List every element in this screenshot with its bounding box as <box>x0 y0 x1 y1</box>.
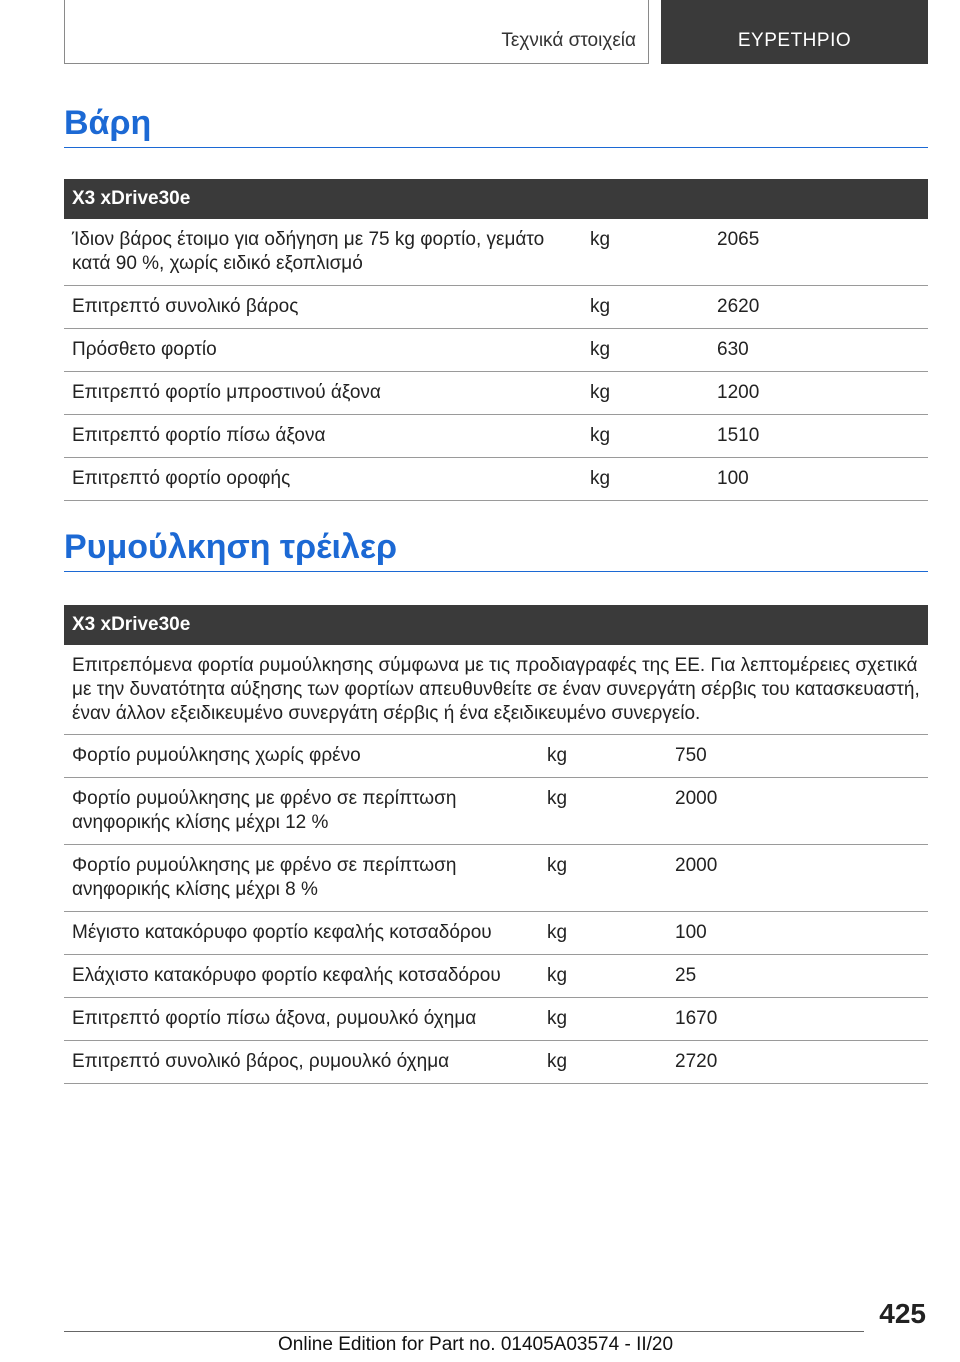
row-value: 2620 <box>709 286 928 329</box>
row-label: Φορτίο ρυμούλκησης χωρίς φρένο <box>64 735 539 778</box>
table-row <box>64 1041 928 1084</box>
row-unit: kg <box>539 735 667 778</box>
section-tab-technical-data[interactable] <box>64 0 649 64</box>
row-unit: kg <box>582 458 709 501</box>
trailer-title: Ρυμούλκηση τρέιλερ <box>64 528 928 572</box>
table-row <box>64 219 928 286</box>
row-unit: kg <box>582 219 709 286</box>
table-row <box>64 912 928 955</box>
row-unit: kg <box>539 778 667 845</box>
row-label: Φορτίο ρυμούλκησης με φρένο σε περίπτωση ανηφορικής κλίσης μέχρι 12 % <box>64 778 539 845</box>
row-unit: kg <box>539 845 667 912</box>
row-label: Επιτρεπτό φορτίο πίσω άξονα <box>64 415 582 458</box>
row-label: Μέγιστο κατακόρυφο φορτίο κεφαλής κοτσαδόρου <box>64 912 539 955</box>
weights-model-header: X3 xDrive30e <box>64 179 928 219</box>
trailer-model-header: X3 xDrive30e <box>64 605 928 645</box>
weights-table-header <box>64 179 928 219</box>
row-value: 1510 <box>709 415 928 458</box>
row-unit: kg <box>582 415 709 458</box>
row-value: 2065 <box>709 219 928 286</box>
row-unit: kg <box>539 998 667 1041</box>
row-label: Πρόσθετο φορτίο <box>64 329 582 372</box>
table-row <box>64 458 928 501</box>
row-value: 630 <box>709 329 928 372</box>
row-value: 2000 <box>667 778 928 845</box>
row-unit: kg <box>582 286 709 329</box>
table-row <box>64 286 928 329</box>
row-value: 2720 <box>667 1041 928 1084</box>
table-row <box>64 778 928 845</box>
table-row <box>64 329 928 372</box>
row-label: Φορτίο ρυμούλκησης με φρένο σε περίπτωση ανηφορικής κλίσης μέχρι 8 % <box>64 845 539 912</box>
row-label: Ίδιον βάρος έτοιμο για οδήγηση με 75 kg φορτίο, γεμάτο κατά 90 %, χωρίς ειδικό εξοπλισμό <box>64 219 582 286</box>
trailer-table <box>64 605 928 1084</box>
row-label: Επιτρεπτό φορτίο μπροστινού άξονα <box>64 372 582 415</box>
row-unit: kg <box>539 912 667 955</box>
row-unit: kg <box>539 1041 667 1084</box>
trailer-note-row <box>64 645 928 735</box>
table-row <box>64 845 928 912</box>
row-value: 100 <box>667 912 928 955</box>
table-row <box>64 415 928 458</box>
row-value: 1200 <box>709 372 928 415</box>
row-value: 1670 <box>667 998 928 1041</box>
weights-table <box>64 179 928 501</box>
row-label: Επιτρεπτό συνολικό βάρος, ρυμουλκό όχημα <box>64 1041 539 1084</box>
row-unit: kg <box>582 329 709 372</box>
section-tab-label: Τεχνικά στοιχεία <box>501 30 636 51</box>
table-row <box>64 955 928 998</box>
table-row <box>64 372 928 415</box>
index-tab-label: ΕΥΡΕΤΗΡΙΟ <box>737 30 852 51</box>
trailer-note: Επιτρεπόμενα φορτία ρυμούλκησης σύμφωνα με τις προδιαγραφές της ΕΕ. Για λεπτομέρειες σχετικά με την δυνατότητα αύξησης των φορτίων απευθυνθείτε σε έναν συνεργάτη σέρβις του κατασκευαστή, έναν άλλον εξειδικευμένο συνεργάτη σέρβις ή ένα εξειδικευμένο συνεργείο. <box>64 645 928 735</box>
edition-footer: Online Edition for Part no. 01405A03574 - II/20 <box>278 1334 674 1355</box>
footer-divider <box>64 1331 864 1332</box>
row-value: 750 <box>667 735 928 778</box>
row-value: 25 <box>667 955 928 998</box>
trailer-table-header <box>64 605 928 645</box>
weights-title: Βάρη <box>64 104 928 148</box>
row-unit: kg <box>582 372 709 415</box>
row-label: Ελάχιστο κατακόρυφο φορτίο κεφαλής κοτσαδόρου <box>64 955 539 998</box>
table-row <box>64 998 928 1041</box>
row-value: 2000 <box>667 845 928 912</box>
row-label: Επιτρεπτό φορτίο πίσω άξονα, ρυμουλκό όχημα <box>64 998 539 1041</box>
table-row <box>64 735 928 778</box>
row-label: Επιτρεπτό συνολικό βάρος <box>64 286 582 329</box>
row-value: 100 <box>709 458 928 501</box>
page-number: 425 <box>879 1298 926 1329</box>
row-label: Επιτρεπτό φορτίο οροφής <box>64 458 582 501</box>
index-tab[interactable] <box>661 0 928 64</box>
row-unit: kg <box>539 955 667 998</box>
